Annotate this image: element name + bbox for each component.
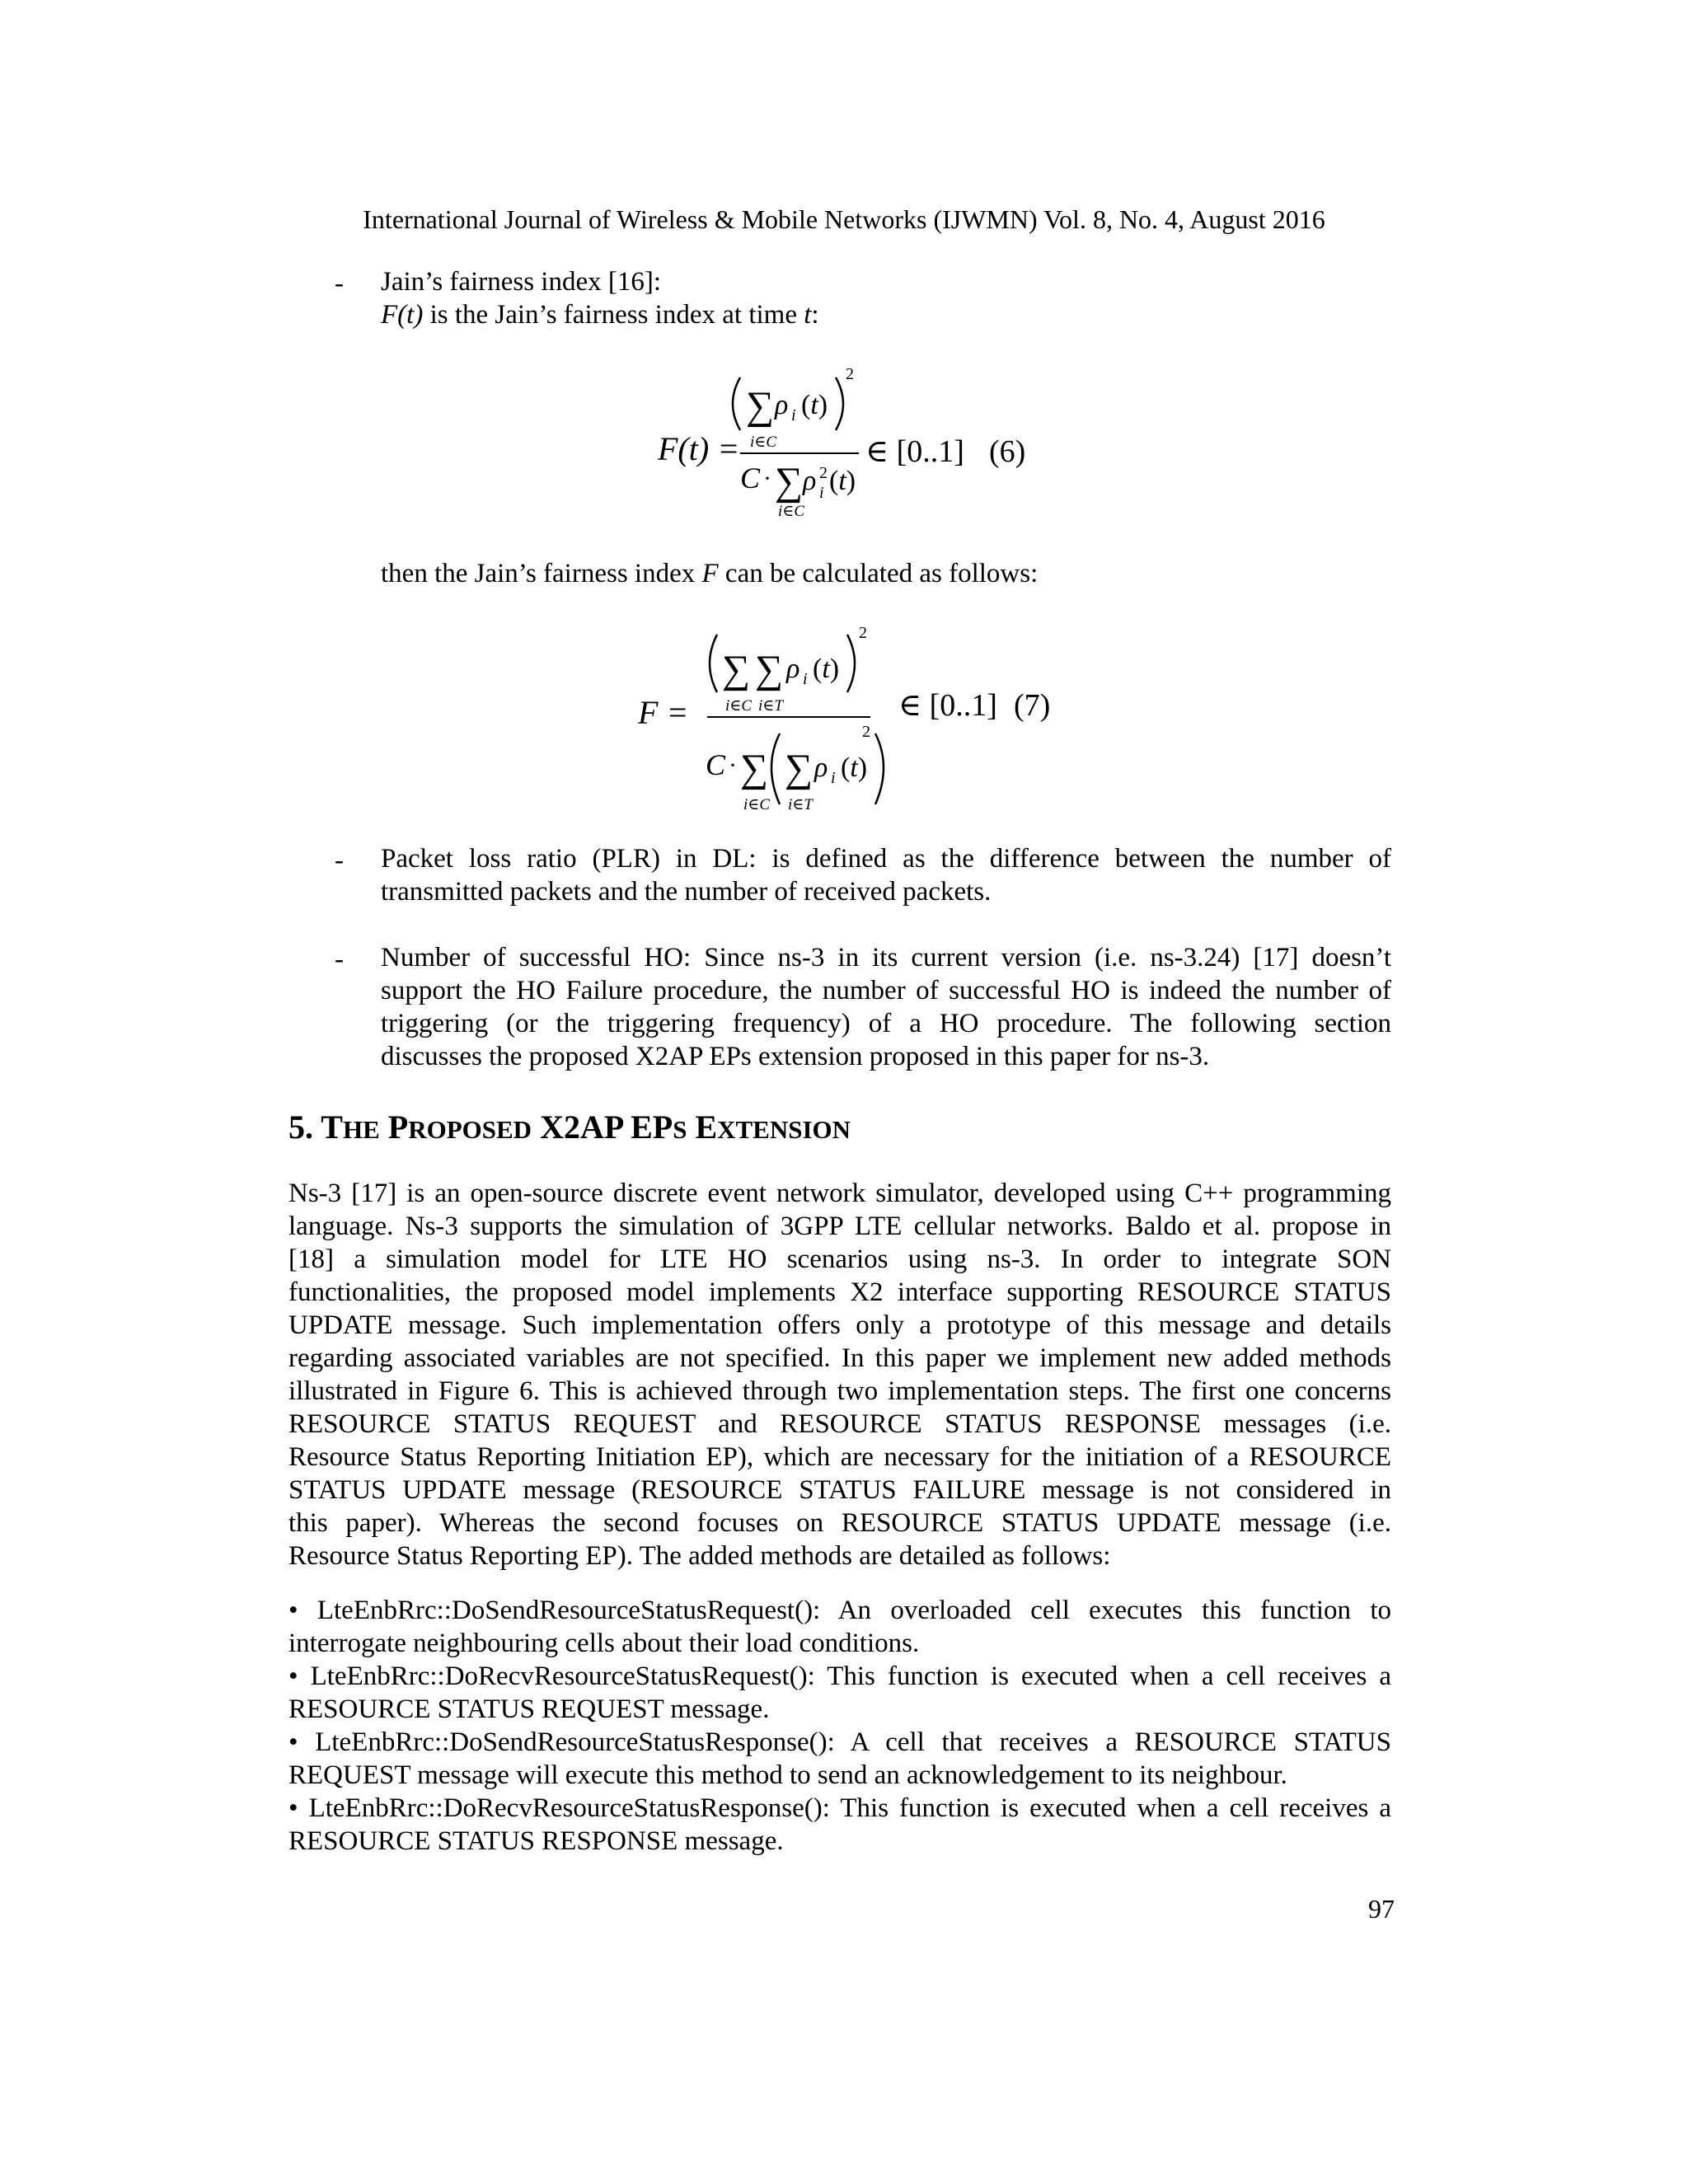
method-item-line: • LteEnbRrc::DoRecvResourceStatusRequest(): This function is executed when a cell receives a (288, 1661, 1391, 1691)
eq6-num-sq: 2 (846, 365, 854, 383)
method-item-line: REQUEST message will execute this method to send an acknowledgement to its neighbour. (288, 1760, 1287, 1790)
section-word-proposed: PROPOSED (387, 1108, 532, 1146)
eq7-num-sq: 2 (859, 624, 867, 642)
eq7-num-sigma-1: ∑ (722, 648, 751, 691)
eq6-range: ∈ [0..1] (865, 434, 964, 469)
section-word-eps: EPS (631, 1108, 687, 1146)
eq6-den-dot: · (763, 465, 771, 492)
jain-title: Jain’s fairness index [16]: (381, 267, 662, 297)
paragraph-line: RESOURCE STATUS REQUEST and RESOURCE STATUS RESPONSE messages (i.e. (288, 1409, 1391, 1439)
then-line (381, 557, 1038, 590)
paragraph-line: language. Ns-3 supports the simulation of 3GPP LTE cellular networks. Baldo et al. propose in (288, 1212, 1391, 1241)
paragraph-line: functionalities, the proposed model implements X2 interface supporting RESOURCE STATUS (288, 1277, 1391, 1307)
section-number: 5. (288, 1108, 313, 1146)
eq7-num-sigma-2: ∑ (755, 648, 784, 691)
method-item-line: • LteEnbRrc::DoSendResourceStatusRequest(): An overloaded cell executes this function to (288, 1596, 1391, 1625)
method-item-line: • LteEnbRrc::DoRecvResourceStatusResponse(): This function is executed when a cell receives a (288, 1793, 1391, 1823)
eq7-num-index-2: i∈T (758, 697, 783, 715)
method-item-line: RESOURCE STATUS REQUEST message. (288, 1694, 770, 1724)
eq7-lhs: F = (638, 694, 689, 731)
paragraph-line: regarding associated variables are not specified. In this paper we implement new added methods (288, 1343, 1391, 1373)
eq7-den-sigma-2: ∑ (785, 747, 814, 790)
paragraph-line: illustrated in Figure 6. This is achieved through two implementation steps. The first one concerns (288, 1376, 1391, 1406)
ho-line-3: triggering (or the triggering frequency) of a HO procedure. The following section (381, 1009, 1391, 1038)
eq6-den-arg: (t) (829, 466, 856, 496)
eq6-den-sigma: ∑ (775, 460, 804, 504)
bullet-dash-plr: - (335, 846, 344, 875)
eq6-den-rho: ρ (803, 466, 817, 496)
eq6-den-c: C (740, 462, 761, 494)
then-var: F (701, 559, 719, 588)
bullet-dash-jain: - (335, 269, 344, 298)
method-item-line: interrogate neighbouring cells about their load conditions. (288, 1629, 920, 1658)
eq7-num-rho: ρ (786, 654, 800, 684)
eq7-range: ∈ [0..1] (898, 688, 997, 723)
eq6-num-arg: (t) (801, 390, 828, 420)
journal-header: International Journal of Wireless & Mobile Networks (IJWMN) Vol. 8, No. 4, August 2016 (363, 204, 1325, 234)
eq6-den-index: i∈C (778, 503, 805, 520)
eq7-num-left-paren (710, 635, 717, 692)
then-pre: then the Jain’s fairness index (381, 559, 702, 588)
paragraph-line: Ns-3 [17] is an open-source discrete event network simulator, developed using C++ programming (288, 1179, 1391, 1208)
eq6-number: (6) (989, 434, 1026, 469)
eq7-den-dot: · (729, 752, 737, 779)
eq7-den-index-1: i∈C (743, 796, 771, 813)
eq6-den-sub-i: i (819, 484, 824, 502)
jain-def-text: is the Jain’s fairness index at time (423, 300, 804, 330)
equation-6 (643, 354, 1071, 536)
jain-def-symbol: F(t) (381, 300, 424, 330)
bullet-dash-ho: - (335, 944, 344, 974)
section-word-extension: EXTENSION (695, 1108, 851, 1146)
plr-line-1: Packet loss ratio (PLR) in DL: is defined as the difference between the number of (381, 844, 1391, 874)
section-word-x2ap: X2AP (540, 1108, 623, 1146)
method-item-line: RESOURCE STATUS RESPONSE message. (288, 1826, 784, 1856)
equation-7 (626, 618, 1088, 824)
eq7-num-arg: (t) (813, 654, 840, 684)
eq7-den-sigma-1: ∑ (740, 747, 769, 790)
paragraph-line: this paper). Whereas the second focuses on RESOURCE STATUS UPDATE message (i.e. (288, 1508, 1391, 1538)
methods-list (288, 1594, 1391, 1858)
section-heading (288, 1108, 851, 1150)
jain-definition (381, 298, 819, 331)
equation-7-svg (626, 618, 1088, 824)
eq7-den-right-paren (875, 733, 884, 804)
eq7-den-sub-i: i (831, 769, 836, 787)
ho-line-4: discusses the proposed X2AP EPs extension proposed in this paper for ns-3. (381, 1042, 1210, 1071)
jain-def-var: t (804, 300, 812, 330)
eq7-num-right-paren (847, 635, 855, 692)
paragraph-line: [18] a simulation model for LTE HO scenarios using ns-3. In order to integrate SON (288, 1244, 1391, 1274)
ho-line-2: support the HO Failure procedure, the number of successful HO is indeed the number of (381, 976, 1391, 1005)
method-item-line: • LteEnbRrc::DoSendResourceStatusResponse(): A cell that receives a RESOURCE STATUS (288, 1727, 1391, 1757)
then-post: can be calculated as follows: (718, 559, 1039, 588)
paragraph-line: Resource Status Reporting EP). The added methods are detailed as follows: (288, 1541, 1111, 1571)
eq7-num-sub-i: i (803, 670, 808, 688)
eq7-den-index-2: i∈T (788, 796, 813, 813)
eq7-den-arg: (t) (841, 752, 868, 783)
eq6-num-sub-i: i (791, 406, 796, 424)
eq7-den-rho: ρ (814, 752, 828, 783)
eq6-num-left-paren (733, 377, 740, 430)
plr-line-2: transmitted packets and the number of received packets. (381, 877, 992, 907)
eq6-num-right-paren (836, 377, 843, 430)
eq7-den-left-paren (771, 733, 780, 804)
eq7-den-sq: 2 (862, 723, 870, 741)
jain-def-colon: : (811, 300, 819, 330)
section-word-the: THE (321, 1108, 380, 1146)
eq6-lhs: F(t) = (658, 430, 740, 467)
eq6-num-rho: ρ (775, 390, 789, 420)
paragraph-line: UPDATE message. Such implementation offers only a prototype of this message and details (288, 1310, 1391, 1340)
eq7-number: (7) (1014, 688, 1051, 723)
eq6-num-index: i∈C (750, 434, 777, 451)
eq6-den-sq: 2 (819, 464, 828, 482)
eq6-num-sigma: ∑ (746, 384, 775, 428)
page-number: 97 (1368, 1894, 1395, 1924)
paragraph-line: STATUS UPDATE message (RESOURCE STATUS FAILURE message is not considered in (288, 1475, 1391, 1505)
ho-line-1: Number of successful HO: Since ns-3 in its current version (i.e. ns-3.24) [17] doesn’t (381, 943, 1391, 972)
equation-6-svg (643, 354, 1071, 536)
paragraph-line: Resource Status Reporting Initiation EP), which are necessary for the initiation of a RESOURCE (288, 1442, 1391, 1472)
eq7-den-c: C (706, 748, 726, 781)
eq7-num-index-1: i∈C (725, 697, 753, 715)
body-paragraph (288, 1177, 1391, 1572)
